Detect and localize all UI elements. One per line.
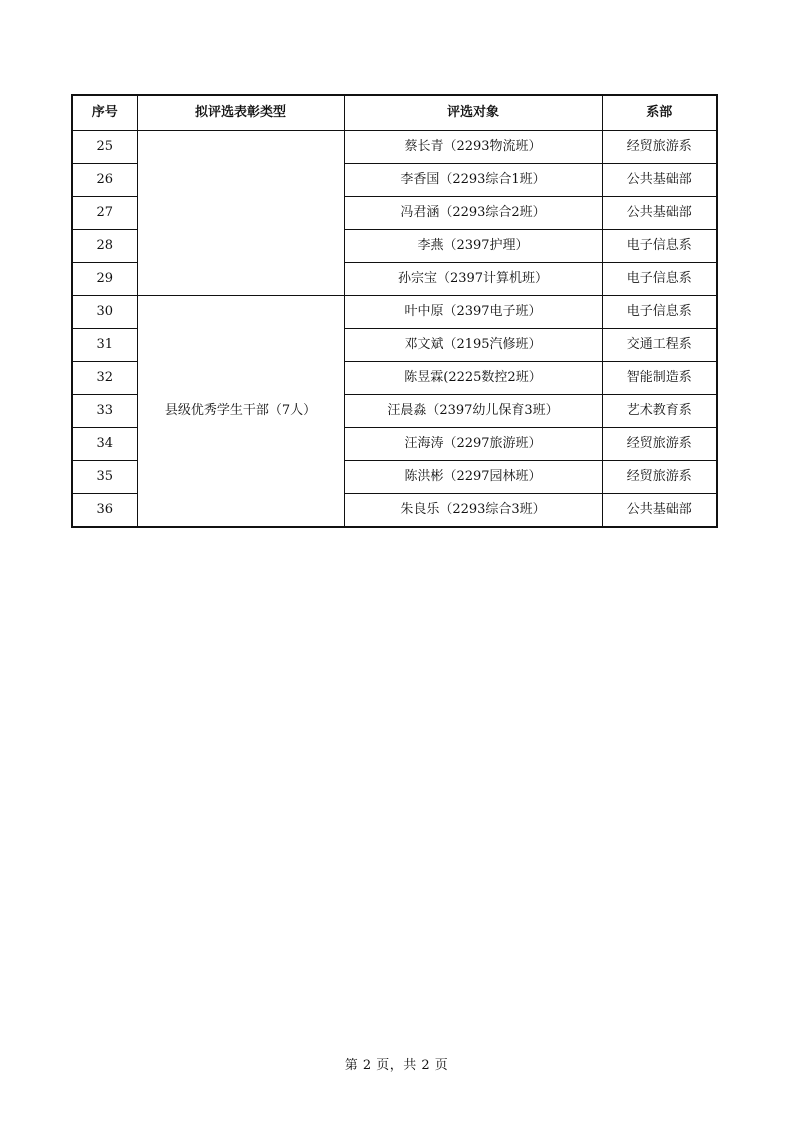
cell-department: 电子信息系 [602, 263, 717, 296]
cell-target: 李燕（2397护理） [344, 230, 602, 263]
cell-target: 冯君涵（2293综合2班） [344, 197, 602, 230]
header-seq: 序号 [72, 95, 137, 131]
cell-seq: 26 [72, 164, 137, 197]
cell-seq: 31 [72, 329, 137, 362]
cell-target: 陈昱霖(2225数控2班） [344, 362, 602, 395]
header-target: 评选对象 [344, 95, 602, 131]
cell-target: 孙宗宝（2397计算机班） [344, 263, 602, 296]
cell-department: 电子信息系 [602, 230, 717, 263]
cell-seq: 27 [72, 197, 137, 230]
cell-seq: 28 [72, 230, 137, 263]
cell-seq: 29 [72, 263, 137, 296]
cell-department: 经贸旅游系 [602, 461, 717, 494]
cell-target: 邓文斌（2195汽修班） [344, 329, 602, 362]
header-award-type: 拟评选表彰类型 [137, 95, 344, 131]
cell-department: 公共基础部 [602, 164, 717, 197]
cell-department: 智能制造系 [602, 362, 717, 395]
cell-target: 朱良乐（2293综合3班） [344, 494, 602, 528]
cell-department: 经贸旅游系 [602, 131, 717, 164]
award-roster-table [71, 94, 718, 528]
cell-award-type: 县级优秀学生干部（7人） [137, 296, 344, 528]
header-row [72, 95, 717, 131]
cell-department: 公共基础部 [602, 494, 717, 528]
table-body [72, 131, 717, 528]
cell-department: 公共基础部 [602, 197, 717, 230]
cell-seq: 34 [72, 428, 137, 461]
cell-seq: 32 [72, 362, 137, 395]
cell-target: 蔡长青（2293物流班） [344, 131, 602, 164]
table-row [72, 296, 717, 329]
cell-department: 交通工程系 [602, 329, 717, 362]
cell-seq: 30 [72, 296, 137, 329]
cell-department: 经贸旅游系 [602, 428, 717, 461]
cell-seq: 33 [72, 395, 137, 428]
cell-target: 李香国（2293综合1班） [344, 164, 602, 197]
cell-award-type-empty [137, 131, 344, 296]
cell-seq: 25 [72, 131, 137, 164]
table-header [72, 95, 717, 131]
cell-target: 陈洪彬（2297园林班） [344, 461, 602, 494]
cell-department: 电子信息系 [602, 296, 717, 329]
cell-target: 叶中原（2397电子班） [344, 296, 602, 329]
cell-seq: 36 [72, 494, 137, 528]
page-footer: 第 2 页，共 2 页 [344, 1058, 449, 1073]
header-department: 系部 [602, 95, 717, 131]
table-row [72, 131, 717, 164]
cell-department: 艺术教育系 [602, 395, 717, 428]
cell-target: 汪晨淼（2397幼儿保育3班） [344, 395, 602, 428]
cell-target: 汪海涛（2297旅游班） [344, 428, 602, 461]
cell-seq: 35 [72, 461, 137, 494]
